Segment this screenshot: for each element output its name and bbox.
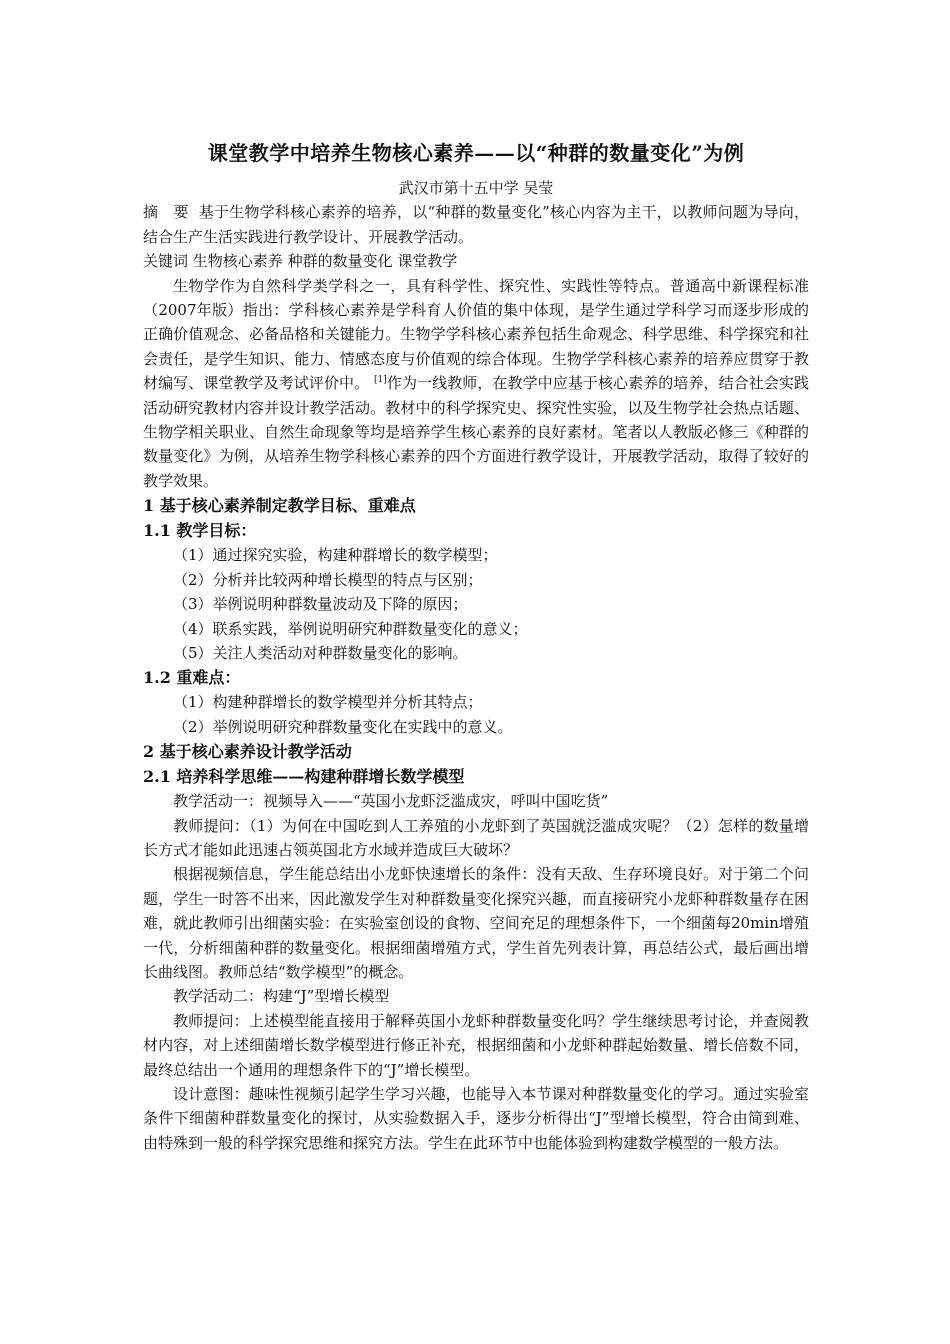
list-item: （4）联系实践，举例说明研究种群数量变化的意义； xyxy=(173,619,528,638)
list-item: （2）分析并比较两种增长模型的特点与区别； xyxy=(173,570,483,589)
intro-text-part1: 生物学作为自然科学类学科之一，具有科学性、探究性、实践性等特点。普通高中新课程标准（2007年版）指出：学科核心素养是学科育人价值的集中体现，是学生通过学科学习而逐步形成的正确价值观念、必备品格和关键能力。生物学学科核心素养包括生命观念、科学思维、科学探究和社会责任，是学生知识、能力、情感态度与价值观的综合体现。生物学学科核心素养的培养应贯穿于教材编写、课堂教学及考试评价中。 xyxy=(143,276,809,393)
intro-paragraph xyxy=(143,274,809,494)
abstract-text: 基于生物学科核心素养的培养，以“种群的数量变化”核心内容为主干，以教师问题为导向，结合生产生活实践进行教学设计、开展教学活动。 xyxy=(143,203,809,246)
intro-text-part2: 作为一线教师，在教学中应基于核心素养的培养，结合社会实践活动研究教材内容并设计教学活动。教材中的科学探究史、探究性实验，以及生物学社会热点话题、生物学相关职业、自然生命现象等均是培养学生核心素养的良好素材。笔者以人教版必修三《种群的数量变化》为例，从培养生物学科核心素养的四个方面进行教学设计，开展教学活动，取得了较好的教学效果。 xyxy=(143,374,809,490)
body-paragraph: 教学活动一：视频导入——“英国小龙虾泛滥成灾，呼叫中国吃货” xyxy=(173,792,609,811)
citation-ref: [1] xyxy=(374,375,387,386)
section-1-1-heading: 1.1 教学目标： xyxy=(143,521,257,541)
body-paragraph: 教学活动二：构建“J”型增长模型 xyxy=(173,987,390,1006)
list-item: （1）通过探究实验，构建种群增长的数学模型； xyxy=(173,546,498,565)
keywords-label: 关键词 xyxy=(143,252,189,271)
body-paragraph: 根据视频信息，学生能总结出小龙虾快速增长的条件：没有天敌、生存环境良好。对于第二个问题，学生一时答不出来，因此激发学生对种群数量变化探究兴趣，而直接研究小龙虾种群数量存在困难，就此教师引出细菌实验：在实验室创设的食物、空间充足的理想条件下，一个细菌每20min增殖一代，分析细菌种群的数量变化。根据细菌增殖方式，学生首先列表计算，再总结公式，最后画出增长曲线图。教师总结“数学模型”的概念。 xyxy=(143,865,809,981)
body-paragraph: 设计意图：趣味性视频引起学生学习兴趣，也能导入本节课对种群数量变化的学习。通过实验室条件下细菌种群数量变化的探讨，从实验数据入手，逐步分析得出“J”型增长模型，符合由简到难、由特殊到一般的科学探究思维和探究方法。学生在此环节中也能体验到构建数学模型的一般方法。 xyxy=(143,1085,809,1152)
section-1-heading: 1 基于核心素养制定教学目标、重难点 xyxy=(143,496,416,516)
list-item: （5）关注人类活动对种群数量变化的影响。 xyxy=(173,643,468,662)
list-item: （1）构建种群增长的数学模型并分析其特点； xyxy=(173,693,483,712)
paper-title: 课堂教学中培养生物核心素养——以“种群的数量变化”为例 xyxy=(207,141,745,165)
section-1-2-heading: 1.2 重难点： xyxy=(143,668,241,688)
keywords xyxy=(143,249,809,273)
author-line: 武汉市第十五中学 吴莹 xyxy=(398,179,554,197)
section-2-heading: 2 基于核心素养设计教学活动 xyxy=(143,742,352,762)
abstract xyxy=(143,200,809,249)
body-paragraph: 教师提问：（1）为何在中国吃到人工养殖的小龙虾到了英国就泛滥成灾呢？（2）怎样的数量增长方式才能如此迅速占领英国北方水域并造成巨大破坏？ xyxy=(143,816,809,859)
abstract-label: 摘 要 xyxy=(143,203,189,222)
list-item: （3）举例说明种群数量波动及下降的原因； xyxy=(173,595,468,614)
keywords-text: 生物核心素养 种群的数量变化 课堂教学 xyxy=(192,252,458,271)
body-paragraph: 教师提问：上述模型能直接用于解释英国小龙虾种群数量变化吗？学生继续思考讨论，并查阅教材内容，对上述细菌增长数学模型进行修正补充，根据细菌和小龙虾种群起始数量、增长倍数不同，最终总结出一个通用的理想条件下的“J”增长模型。 xyxy=(143,1011,809,1079)
section-2-1-heading: 2.1 培养科学思维——构建种群增长数学模型 xyxy=(143,767,465,787)
document-page xyxy=(143,138,809,1155)
list-item: （2）举例说明研究种群数量变化在实践中的意义。 xyxy=(173,717,513,736)
